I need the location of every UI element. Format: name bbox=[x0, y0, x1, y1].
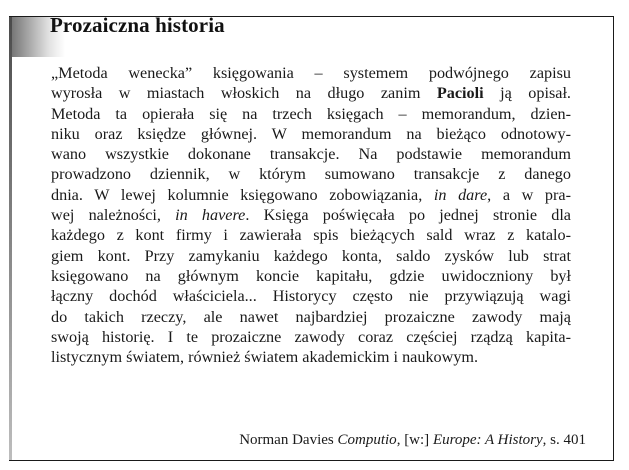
paragraph-line: niku oraz księdze głównej. W memorandum na bieżąco odnotowy- bbox=[51, 124, 571, 143]
citation-page: , s. 401 bbox=[542, 432, 586, 448]
paragraph-line: swoją historię. I te prozaiczne zawody coraz częściej rządzą kapita- bbox=[51, 327, 571, 346]
citation-in: , [w:] bbox=[396, 432, 433, 448]
citation bbox=[239, 432, 586, 449]
paragraph-line: każdego z kont firmy i zawierała spis bieżących sald wraz z katalo- bbox=[51, 226, 571, 245]
pacioli-name: Pacioli bbox=[436, 84, 484, 103]
paragraph-line: księgowano na głównym koncie kapitału, gdzie uwidoczniony był bbox=[51, 266, 571, 285]
box-left-shade bbox=[9, 17, 12, 460]
paragraph-line: dnia. W lewej kolumnie księgowano zobowiązania, in dare, a w pra- bbox=[51, 185, 571, 204]
paragraph-line: „Metoda wenecka” księgowania – systemem podwójnego zapisu bbox=[51, 64, 571, 82]
paragraph-line: giem kont. Przy zamykaniu każdego konta, saldo zysków lub strat bbox=[51, 246, 571, 265]
body-paragraph bbox=[51, 63, 571, 367]
paragraph-line: Metoda ta opierała się na trzech księgach – memorandum, dzien- bbox=[51, 104, 571, 123]
paragraph-line: wyrosła w miastach włoskich na długo zanim Pacioli ją opisał. bbox=[51, 84, 571, 103]
paragraph-line: prowadzono dziennik, w którym sumowano transakcje z danego bbox=[51, 165, 571, 184]
paragraph-line: do takich rzeczy, ale nawet najbardziej prozaiczne zawody mają bbox=[51, 307, 571, 326]
paragraph-line: wano wszystkie dokonane transakcje. Na podstawie memorandum bbox=[51, 145, 571, 164]
citation-work: Computio bbox=[337, 432, 397, 448]
term-in-dare: in dare bbox=[433, 185, 488, 204]
box-title: Prozaiczna historia bbox=[50, 13, 225, 37]
paragraph-line: łączny dochód właściciela... Historycy często nie przywiązują wagi bbox=[51, 287, 571, 306]
citation-book: Europe: A History bbox=[432, 432, 543, 448]
citation-author: Norman Davies bbox=[239, 432, 338, 448]
term-in-havere: in havere bbox=[175, 206, 246, 225]
paragraph-line: listycznym światem, również światem akademickim i naukowym. bbox=[51, 348, 479, 367]
paragraph-line: wej należności, in havere. Księga poświęcała po jednej stronie dla bbox=[51, 206, 571, 225]
